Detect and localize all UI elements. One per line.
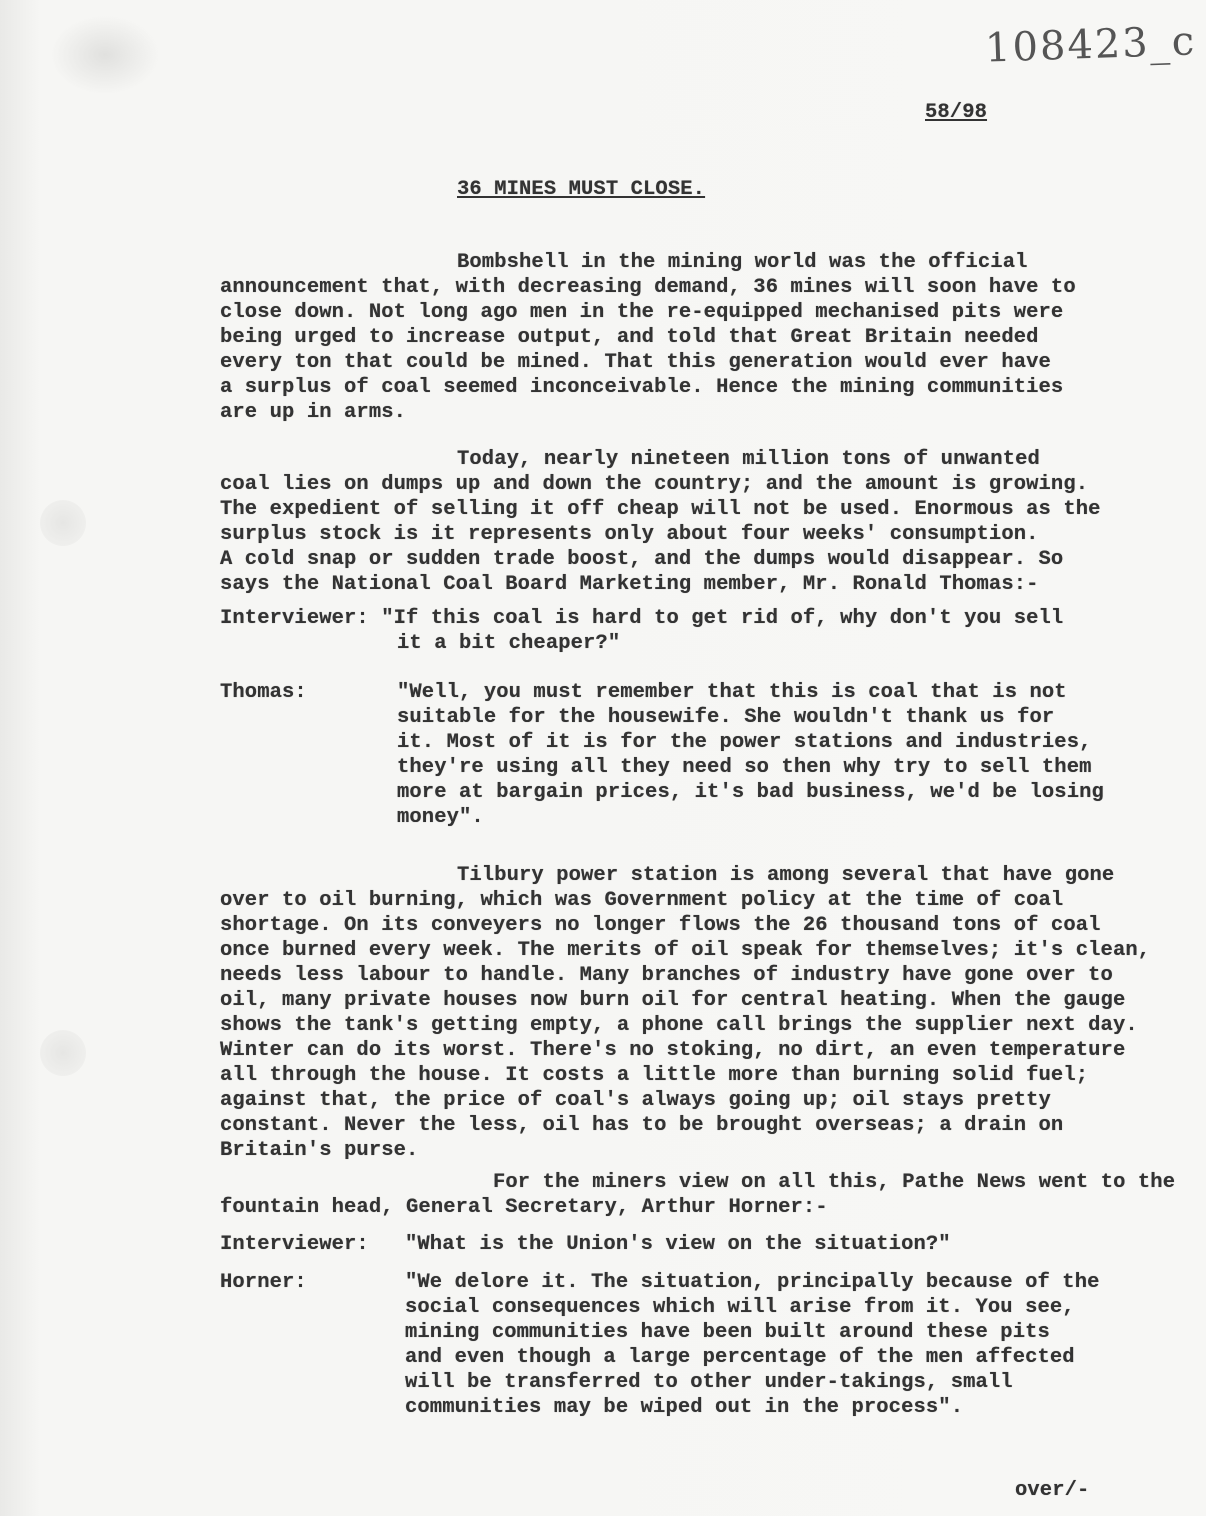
text-line: mining communities have been built around these pits xyxy=(405,1321,1050,1344)
text-line: once burned every week. The merits of oil speak for themselves; it's clean, xyxy=(220,939,1151,962)
text-line: shows the tank's getting empty, a phone call brings the supplier next day. xyxy=(220,1014,1138,1037)
text-line: "We delore it. The situation, principally because of the xyxy=(405,1271,1100,1294)
text-line: communities may be wiped out in the process". xyxy=(405,1396,964,1419)
text-line: oil, many private houses now burn oil for central heating. When the gauge xyxy=(220,989,1126,1012)
text-line: they're using all they need so then why try to sell them xyxy=(397,756,1092,779)
continuation-note: over/- xyxy=(1015,1479,1090,1502)
handwritten-reference: 108423_c xyxy=(984,18,1197,72)
text-line: coal lies on dumps up and down the country; and the amount is growing. xyxy=(220,473,1089,496)
interviewer-question: Interviewer: "If this coal is hard to get rid of, why don't you sell xyxy=(220,607,1064,630)
text-line: over to oil burning, which was Government policy at the time of coal xyxy=(220,889,1064,912)
text-line: social consequences which will arise from it. You see, xyxy=(405,1296,1075,1319)
speaker-label: Thomas: xyxy=(220,681,307,704)
text-line: For the miners view on all this, Pathe News went to the xyxy=(493,1171,1176,1194)
text-line: are up in arms. xyxy=(220,401,407,424)
text-line: suitable for the housewife. She wouldn't thank us for xyxy=(397,706,1055,729)
text-line: all through the house. It costs a little more than burning solid fuel; xyxy=(220,1064,1089,1087)
text-line: says the National Coal Board Marketing member, Mr. Ronald Thomas:- xyxy=(220,573,1039,596)
text-line: The expedient of selling it off cheap will not be used. Enormous as the xyxy=(220,498,1101,521)
text-line: A cold snap or sudden trade boost, and the dumps would disappear. So xyxy=(220,548,1064,571)
speaker-label: Interviewer: xyxy=(220,1233,369,1256)
text-line: Tilbury power station is among several that have gone xyxy=(457,864,1115,887)
text-line: announcement that, with decreasing demand, 36 mines will soon have to xyxy=(220,276,1076,299)
text-line: against that, the price of coal's always going up; oil stays pretty xyxy=(220,1089,1051,1112)
interviewer-question: "What is the Union's view on the situation?" xyxy=(405,1233,951,1256)
text-line: constant. Never the less, oil has to be brought overseas; a drain on xyxy=(220,1114,1064,1137)
document-reference: 58/98 xyxy=(925,101,988,124)
text-line: more at bargain prices, it's bad business, we'd be losing xyxy=(397,781,1104,804)
text-line: Today, nearly nineteen million tons of unwanted xyxy=(457,448,1040,471)
text-line: Bombshell in the mining world was the official xyxy=(457,251,1028,274)
text-line: will be transferred to other under-takings, small xyxy=(405,1371,1013,1394)
text-line: a surplus of coal seemed inconceivable. Hence the mining communities xyxy=(220,376,1064,399)
text-line: surplus stock is it represents only about four weeks' consumption. xyxy=(220,523,1039,546)
text-line: shortage. On its conveyers no longer flows the 26 thousand tons of coal xyxy=(220,914,1101,937)
document-title: 36 MINES MUST CLOSE. xyxy=(457,178,706,201)
text-line: fountain head, General Secretary, Arthur Horner:- xyxy=(220,1196,828,1219)
text-line: money". xyxy=(397,806,484,829)
punch-hole-top xyxy=(40,500,86,546)
smudge-mark xyxy=(50,15,160,95)
text-line: every ton that could be mined. That this generation would ever have xyxy=(220,351,1051,374)
text-line: being urged to increase output, and told that Great Britain needed xyxy=(220,326,1039,349)
text-line: close down. Not long ago men in the re-equipped mechanised pits were xyxy=(220,301,1064,324)
text-line: it a bit cheaper?" xyxy=(397,632,621,655)
punch-hole-bottom xyxy=(40,1030,86,1076)
text-line: Britain's purse. xyxy=(220,1139,419,1162)
speaker-label: Horner: xyxy=(220,1271,307,1294)
text-line: needs less labour to handle. Many branches of industry have gone over to xyxy=(220,964,1113,987)
text-line: Winter can do its worst. There's no stoking, no dirt, an even temperature xyxy=(220,1039,1126,1062)
text-line: "Well, you must remember that this is coal that is not xyxy=(397,681,1067,704)
text-line: it. Most of it is for the power stations and industries, xyxy=(397,731,1092,754)
text-line: and even though a large percentage of the men affected xyxy=(405,1346,1075,1369)
